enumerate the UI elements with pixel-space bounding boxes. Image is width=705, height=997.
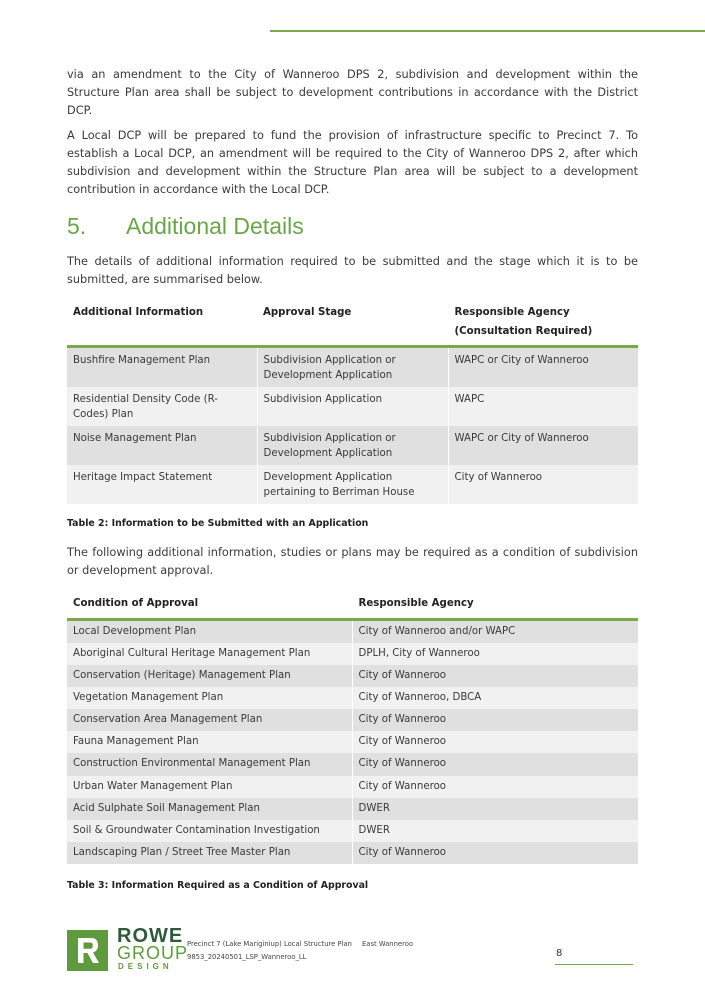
paragraph: The following additional information, studies or plans may be required as a condition of subdivision or development approval. xyxy=(67,546,638,577)
table-cell: Conservation Area Management Plan xyxy=(73,714,263,726)
table-cell: City of Wanneroo xyxy=(352,842,638,864)
table-cell: Acid Sulphate Soil Management Plan xyxy=(73,802,260,814)
table-cell: City of Wanneroo and/or WAPC xyxy=(352,619,638,643)
table-cell: Residential Density Code (R-Codes) Plan xyxy=(73,394,218,420)
table-cell: Landscaping Plan / Street Tree Master Plan xyxy=(73,847,291,859)
table-row xyxy=(67,731,638,753)
table-row xyxy=(67,465,638,504)
table-cell: City of Wanneroo, DBCA xyxy=(352,687,638,709)
table-cell: Urban Water Management Plan xyxy=(73,780,233,792)
table-row xyxy=(67,709,638,731)
paragraph: A Local DCP will be prepared to fund the provision of infrastructure specific to Precinct 7. To establish a Local DCP, an amendment will be required to the City of Wanneroo DPS 2, after which subdivision and development within the Structure Plan area will be subject to a development contribution in accordance with the Local DCP. xyxy=(67,129,638,196)
table-cell: Fauna Management Plan xyxy=(73,736,199,748)
table-cell: Bushfire Management Plan xyxy=(73,355,211,366)
paragraph: via an amendment to the City of Wanneroo DPS 2, subdivision and development within the Structure Plan area shall be subject to development contributions in accordance with the District DCP. xyxy=(67,68,638,117)
page-content xyxy=(67,66,638,891)
table-cell: City of Wanneroo xyxy=(352,776,638,798)
table-cell: Subdivision Application or Development Application xyxy=(257,347,448,388)
table-cell: DWER xyxy=(352,820,638,842)
page-number: 8 xyxy=(556,948,563,959)
column-header: Approval Stage xyxy=(263,307,352,318)
table-cell: City of Wanneroo xyxy=(352,709,638,731)
page-number-rule xyxy=(555,964,633,965)
column-header: Condition of Approval xyxy=(73,598,199,609)
column-header: Responsible Agency xyxy=(352,591,638,619)
table-row xyxy=(67,643,638,665)
table-cell: Local Development Plan xyxy=(73,625,197,637)
table-row xyxy=(67,619,638,643)
logo-mark-icon xyxy=(67,930,108,971)
header-rule xyxy=(270,30,705,32)
footer-location: East Wanneroo xyxy=(362,940,414,948)
table-row xyxy=(67,776,638,798)
table-row xyxy=(67,347,638,388)
column-header-line: Responsible Agency xyxy=(454,307,570,318)
table-header-row xyxy=(67,298,638,347)
column-header: Additional Information xyxy=(73,307,204,318)
footer-file-reference: 9853_20240501_LSP_Wanneroo_LL xyxy=(187,953,307,961)
table-cell: Heritage Impact Statement xyxy=(73,472,213,483)
section-intro: The details of additional information required to be submitted and the stage which it is to be submitted, are summarised below. xyxy=(67,255,638,286)
table-cell: City of Wanneroo xyxy=(352,731,638,753)
table-cell: City of Wanneroo xyxy=(448,465,638,504)
table-caption: Table 3: Information Required as a Condition of Approval xyxy=(67,880,369,892)
table-row xyxy=(67,753,638,775)
table-row xyxy=(67,687,638,709)
table-cell: WAPC or City of Wanneroo xyxy=(448,426,638,465)
table-caption: Table 2: Information to be Submitted with an Application xyxy=(67,518,369,529)
table-cell: Development Application pertaining to Berriman House xyxy=(257,465,448,504)
table-row xyxy=(67,820,638,842)
table-header-row xyxy=(67,591,638,619)
table-row xyxy=(67,842,638,864)
table-cell: Soil & Groundwater Contamination Investigation xyxy=(73,825,320,836)
table-cell: DWER xyxy=(352,798,638,820)
table-row xyxy=(67,426,638,465)
table-cell: WAPC xyxy=(448,387,638,426)
footer-document-title: Precinct 7 (Lake Mariginiup) Local Structure Plan xyxy=(187,940,352,948)
logo-text-group: GROUP xyxy=(117,943,189,963)
table-cell: Subdivision Application or Development Application xyxy=(257,426,448,465)
section-title: Additional Details xyxy=(126,213,304,239)
table-cell: City of Wanneroo xyxy=(352,665,638,687)
logo-text-design: DESIGN xyxy=(118,962,173,971)
column-header-line: (Consultation Required) xyxy=(454,326,593,337)
table-cell: Subdivision Application xyxy=(257,387,448,426)
table-row xyxy=(67,665,638,687)
column-header xyxy=(448,298,638,347)
conditions-of-approval-table xyxy=(67,591,638,864)
table-cell: City of Wanneroo xyxy=(352,753,638,775)
additional-information-table xyxy=(67,298,638,504)
table-cell: Vegetation Management Plan xyxy=(73,691,224,703)
table-cell: Aboriginal Cultural Heritage Management Plan xyxy=(73,647,311,659)
table-cell: Noise Management Plan xyxy=(73,433,197,444)
table-row xyxy=(67,798,638,820)
section-heading xyxy=(67,213,638,245)
company-logo xyxy=(67,925,189,973)
table-cell: Conservation (Heritage) Management Plan xyxy=(73,669,291,681)
footer-info xyxy=(187,938,413,964)
section-number: 5. xyxy=(67,213,87,239)
table-cell: DPLH, City of Wanneroo xyxy=(352,643,638,665)
table-cell: Construction Environmental Management Plan xyxy=(73,758,311,770)
table-row xyxy=(67,387,638,426)
table-cell: WAPC or City of Wanneroo xyxy=(448,347,638,388)
logo-text-rowe: ROWE xyxy=(117,925,184,947)
